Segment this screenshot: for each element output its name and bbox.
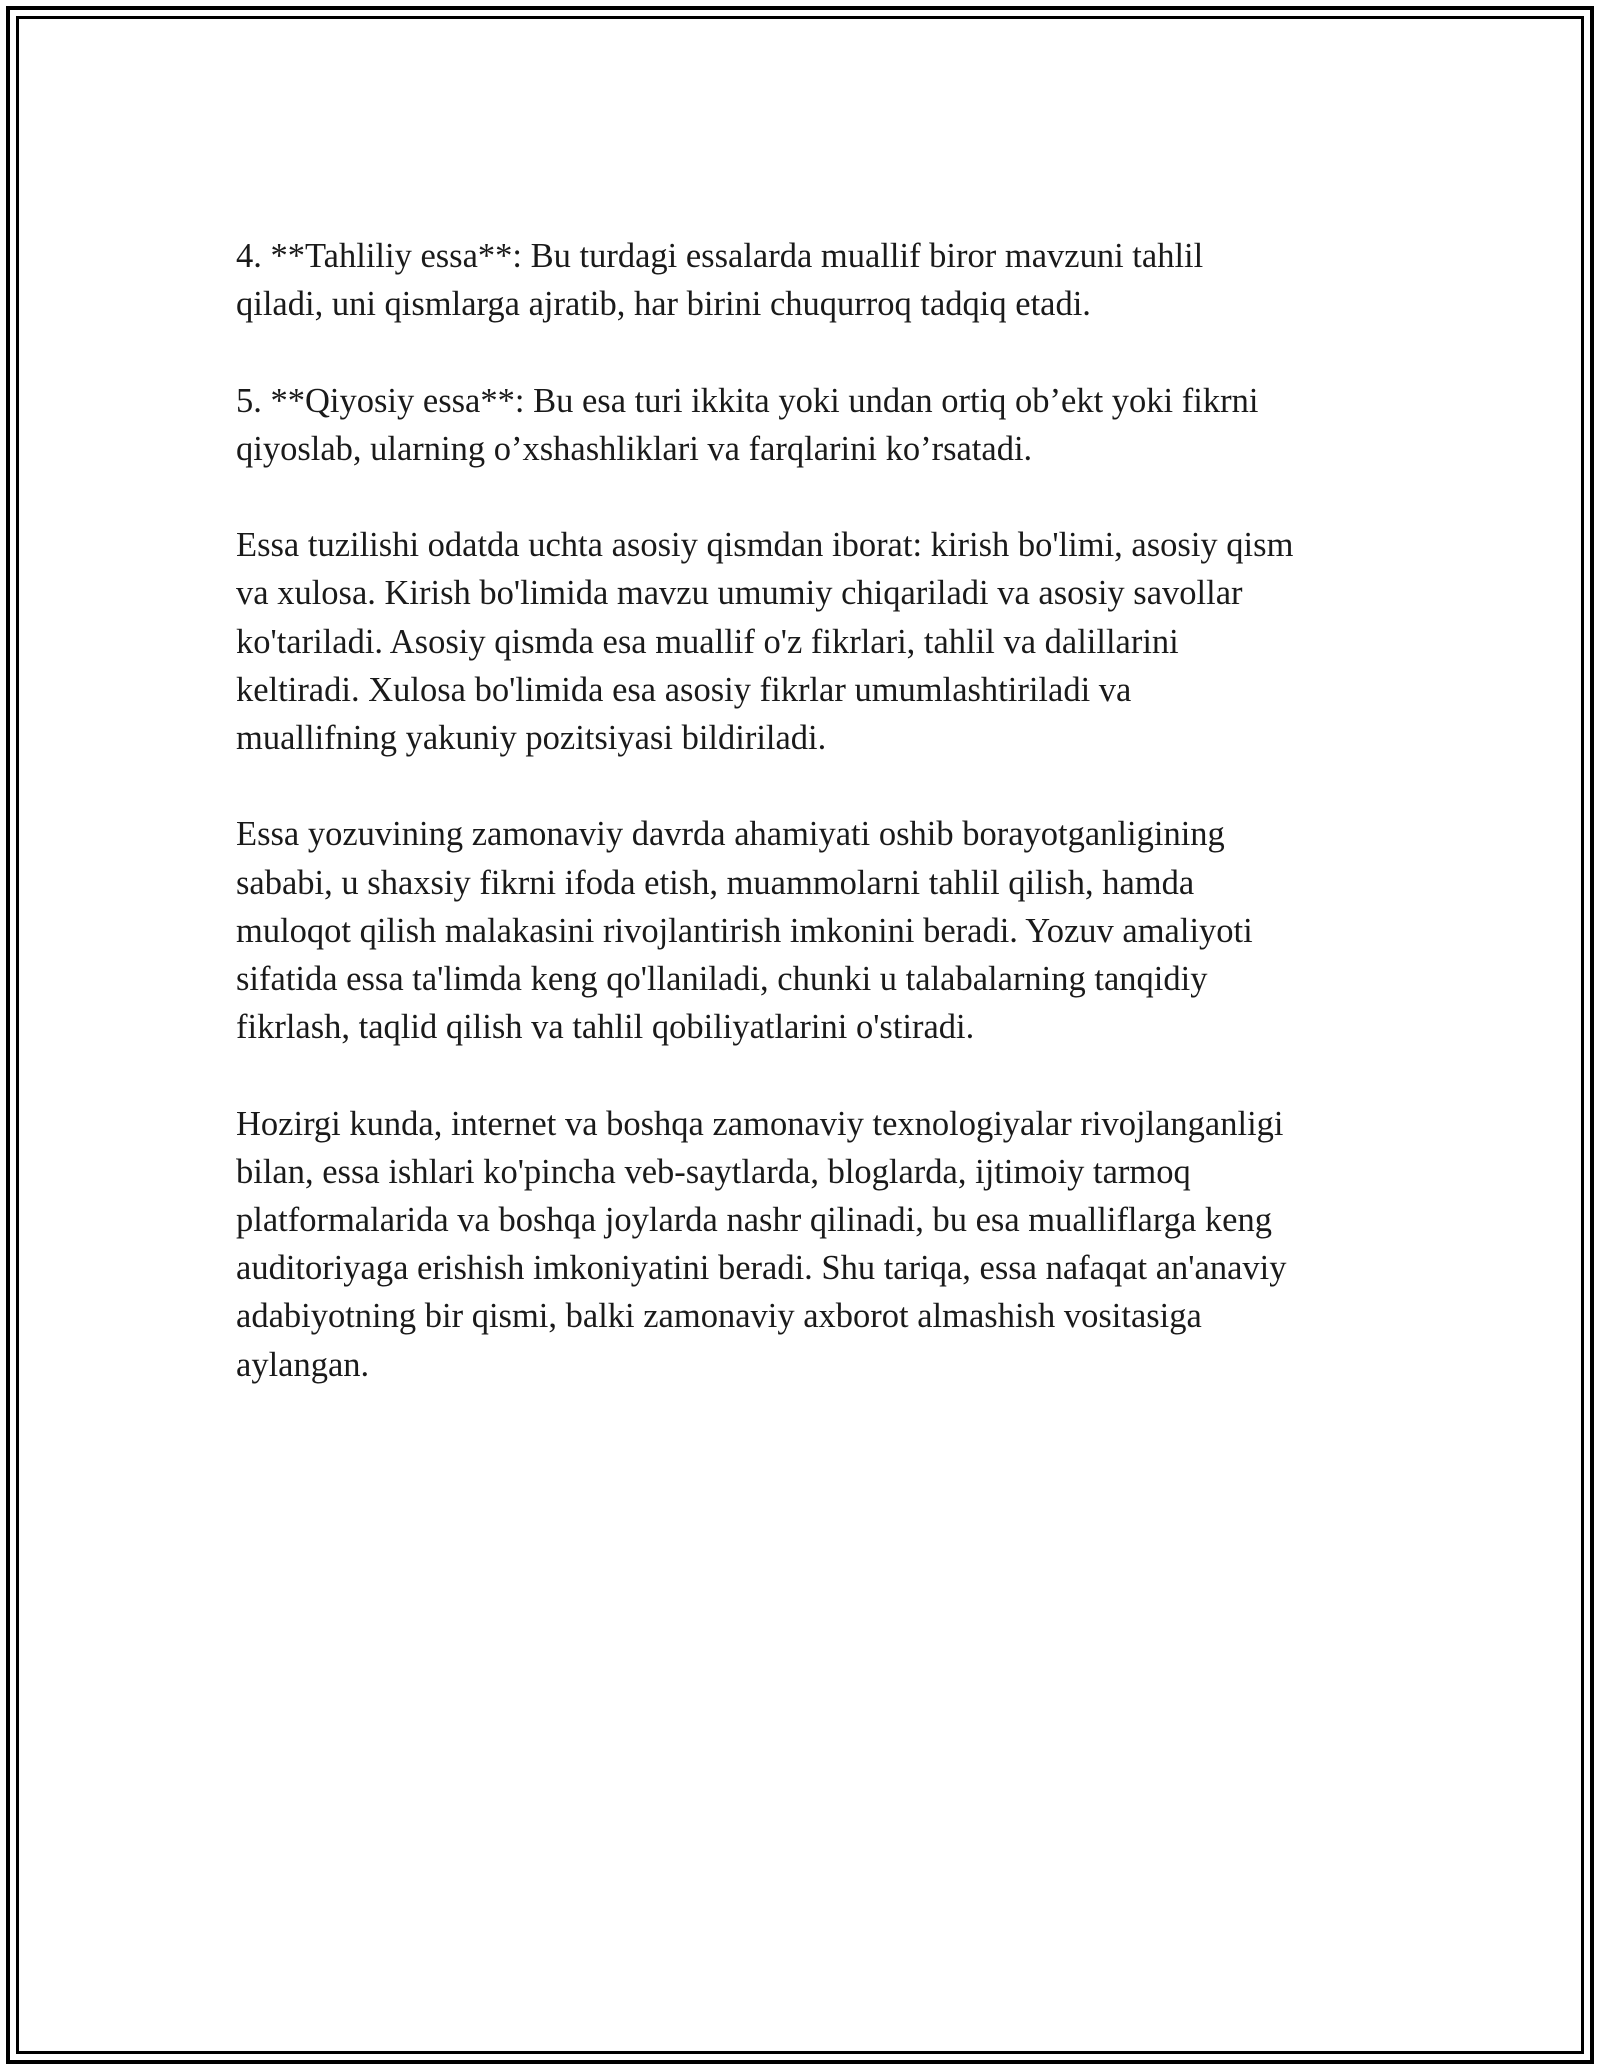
paragraph-hozirgi-kunda (236, 1100, 1376, 1389)
paragraph-tahliliy-essa (236, 232, 1376, 328)
text-line: 5. **Qiyosiy essa**: Bu esa turi ikkita yoki undan ortiq ob’ekt yoki fikrni (236, 381, 1259, 420)
text-line: qiyoslab, ularning o’xshashliklari va farqlarini ko’rsatadi. (236, 429, 1033, 468)
text-line: aylangan. (236, 1345, 370, 1384)
text-line: va xulosa. Kirish bo'limida mavzu umumiy chiqariladi va asosiy savollar (236, 574, 1243, 613)
text-line: auditoriyaga erishish imkoniyatini beradi. Shu tariqa, essa nafaqat an'anaviy (236, 1249, 1287, 1288)
text-line: keltiradi. Xulosa bo'limida esa asosiy fikrlar umumlashtiriladi va (236, 670, 1132, 709)
text-line: Essa yozuvining zamonaviy davrda ahamiyati oshib borayotganligining (236, 815, 1225, 854)
text-line: qiladi, uni qismlarga ajratib, har birini chuqurroq tadqiq etadi. (236, 285, 1091, 324)
text-line: bilan, essa ishlari ko'pincha veb-saytlarda, bloglarda, ijtimoiy tarmoq (236, 1152, 1191, 1191)
document-body (236, 232, 1376, 1437)
text-line: Essa tuzilishi odatda uchta asosiy qismdan iborat: kirish bo'limi, asosiy qism (236, 526, 1294, 565)
paragraph-essa-tuzilishi (236, 521, 1376, 762)
text-line: fikrlash, taqlid qilish va tahlil qobiliyatlarini o'stiradi. (236, 1008, 975, 1047)
text-line: adabiyotning bir qismi, balki zamonaviy axborot almashish vositasiga (236, 1297, 1202, 1336)
text-line: muallifning yakuniy pozitsiyasi bildiriladi. (236, 719, 827, 757)
text-line: sababi, u shaxsiy fikrni ifoda etish, muammolarni tahlil qilish, hamda (236, 863, 1195, 902)
text-line: sifatida essa ta'limda keng qo'llaniladi, chunki u talabalarning tanqidiy (236, 960, 1208, 998)
paragraph-essa-yozuvining-ahamiyati (236, 810, 1376, 1051)
text-line: Hozirgi kunda, internet va boshqa zamonaviy texnologiyalar rivojlanganligi (236, 1104, 1284, 1143)
text-line: muloqot qilish malakasini rivojlantirish imkonini beradi. Yozuv amaliyoti (236, 911, 1253, 950)
text-line: platformalarida va boshqa joylarda nashr qilinadi, bu esa mualliflarga keng (236, 1201, 1272, 1239)
text-line: ko'tariladi. Asosiy qismda esa muallif o'z fikrlari, tahlil va dalillarini (236, 622, 1179, 661)
paragraph-qiyosiy-essa (236, 377, 1376, 473)
text-line: 4. **Tahliliy essa**: Bu turdagi essalarda muallif biror mavzuni tahlil (236, 237, 1204, 275)
